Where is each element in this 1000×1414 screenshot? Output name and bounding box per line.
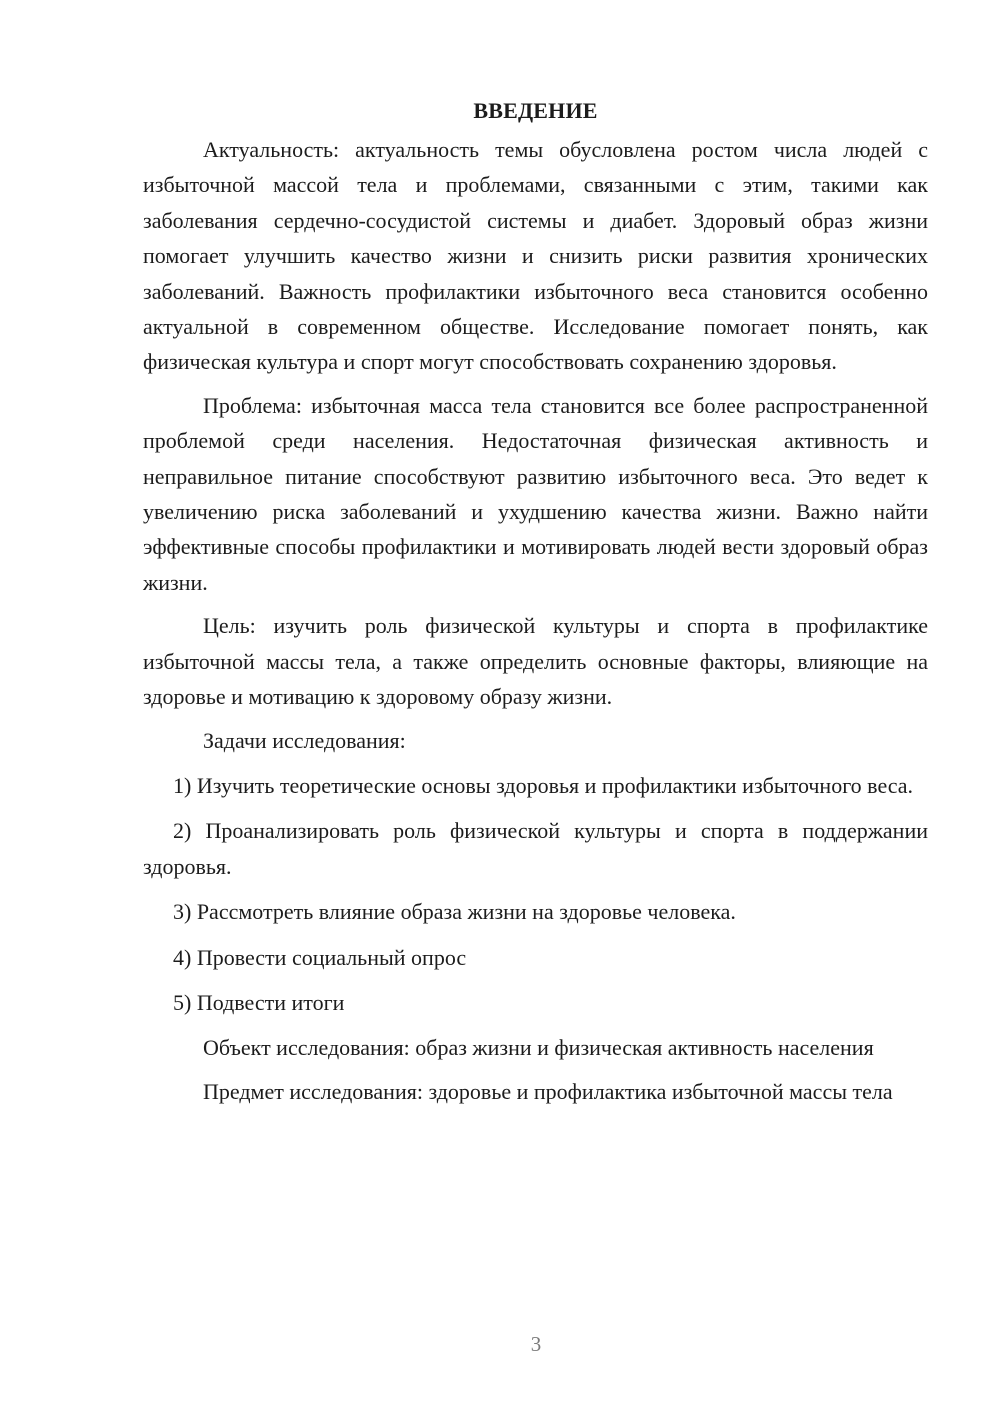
task-item-5: 5) Подвести итоги bbox=[173, 989, 345, 1015]
paragraph-goal: Цель: изучить роль физической культуры и спорта в профилактике избыточной массы тела, а также определить основные факторы, влияющие на здоровье и мотивацию к здоровому образу жизни. bbox=[143, 613, 928, 710]
task-item-1: 1) Изучить теоретические основы здоровья и профилактики избыточного веса. bbox=[173, 772, 914, 798]
paragraph-object: Объект исследования: образ жизни и физическая активность населения bbox=[203, 1035, 874, 1061]
paragraph-relevance: Актуальность: актуальность темы обусловлена ростом числа людей с избыточной массой тела и проблемами, связанными с этим, такими как заболевания сердечно-сосудистой системы и диабет. Здоровый образ жизни помогает улучшить качество жизни и снизить риски развития хронических заболеваний. Важность профилактики избыточного веса становится особенно актуальной в современном обществе. Исследование помогает понять, как физическая культура и спорт могут способствовать сохранению здоровья. bbox=[143, 137, 928, 375]
paragraph-problem: Проблема: избыточная масса тела становится все более распространенной проблемой среди населения. Недостаточная физическая активность и неправильное питание способствуют развитию избыточного веса. Это ведет к увеличению риска заболеваний и ухудшению качества жизни. Важно найти эффективные способы профилактики и мотивировать людей вести здоровый образ жизни. bbox=[143, 392, 928, 595]
paragraph-subject: Предмет исследования: здоровье и профилактика избыточной массы тела bbox=[203, 1078, 893, 1104]
task-item-2: 2) Проанализировать роль физической культуры и спорта в поддержании здоровья. bbox=[143, 818, 928, 879]
page-number: 3 bbox=[530, 1332, 542, 1356]
tasks-heading: Задачи исследования: bbox=[203, 727, 406, 753]
task-item-3: 3) Рассмотреть влияние образа жизни на здоровье человека. bbox=[173, 899, 736, 925]
page-content bbox=[143, 96, 928, 1117]
task-item-4: 4) Провести социальный опрос bbox=[173, 944, 467, 970]
section-title: ВВЕДЕНИЕ bbox=[473, 98, 598, 123]
